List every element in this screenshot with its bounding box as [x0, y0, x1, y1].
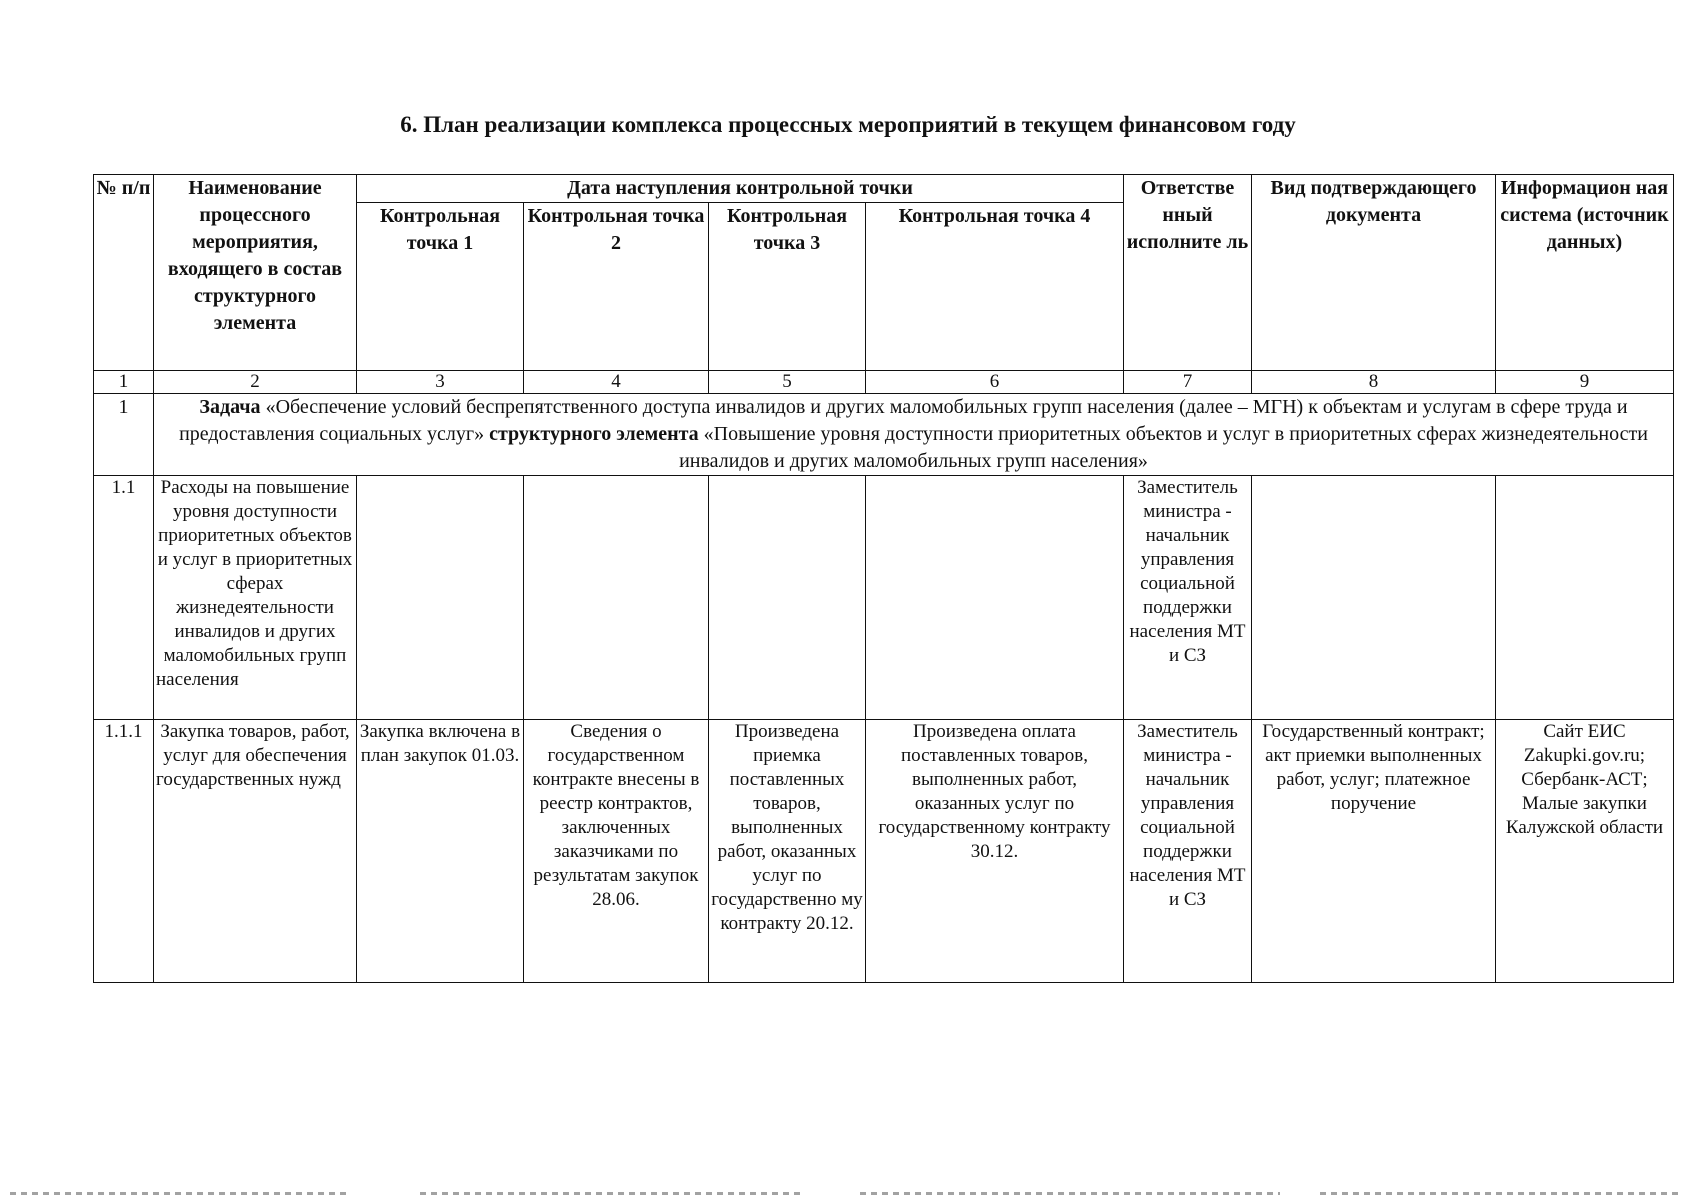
- row-cp1: Закупка включена в план закупок 01.03.: [357, 720, 524, 983]
- task-description: [154, 394, 1674, 476]
- row-num: 1.1: [94, 476, 154, 720]
- scan-artifact: [860, 1192, 1280, 1195]
- column-number: 5: [709, 371, 866, 394]
- row-name: Закупка товаров, работ, услуг для обеспечения государственных нужд: [154, 720, 357, 983]
- table-row: [94, 720, 1674, 983]
- header-date-group: Дата наступления контрольной точки: [357, 175, 1124, 203]
- column-number: 7: [1124, 371, 1252, 394]
- column-number: 9: [1496, 371, 1674, 394]
- row-doc-type: Государственный контракт; акт приемки выполненных работ, услуг; платежное поручение: [1252, 720, 1496, 983]
- scan-artifact: [420, 1192, 800, 1195]
- row-info-system: [1496, 476, 1674, 720]
- column-number: 2: [154, 371, 357, 394]
- header-info-system: Информацион ная система (источник данных): [1496, 175, 1674, 371]
- row-responsible: Заместитель министра - начальник управления социальной поддержки населения МТ и СЗ: [1124, 720, 1252, 983]
- column-number: 6: [866, 371, 1124, 394]
- structural-element-label: структурного элемента: [489, 423, 699, 445]
- row-num: 1.1.1: [94, 720, 154, 983]
- row-cp4: Произведена оплата поставленных товаров, выполненных работ, оказанных услуг по государственному контракту 30.12.: [866, 720, 1124, 983]
- row-name: Расходы на повышение уровня доступности приоритетных объектов и услуг в приоритетных сферах жизнедеятельности инвалидов и других маломобильных групп населения: [154, 476, 357, 720]
- task-text: «Обеспечение условий беспрепятственного доступа инвалидов и других маломобильных групп населения (далее – МГН) к объектам и услугам в сфере труда и предоставления социальных услуг»: [179, 396, 1628, 445]
- column-number: 1: [94, 371, 154, 394]
- structural-element-text: «Повышение уровня доступности приоритетных объектов и услуг в приоритетных сферах жизнедеятельности инвалидов и других маломобильных групп населения»: [679, 423, 1648, 472]
- row-responsible: Заместитель министра - начальник управления социальной поддержки населения МТ и СЗ: [1124, 476, 1252, 720]
- task-row: [94, 394, 1674, 476]
- column-number-row: [94, 371, 1674, 394]
- header-num: № п/п: [94, 175, 154, 371]
- row-info-system: Сайт ЕИС Zakupki.gov.ru; Сбербанк-АСТ; Малые закупки Калужской области: [1496, 720, 1674, 983]
- row-cp2: Сведения о государственном контракте внесены в реестр контрактов, заключенных заказчиками по результатам закупок 28.06.: [524, 720, 709, 983]
- row-cp4: [866, 476, 1124, 720]
- task-num: 1: [94, 394, 154, 476]
- row-cp1: [357, 476, 524, 720]
- row-cp3: [709, 476, 866, 720]
- row-cp2: [524, 476, 709, 720]
- column-number: 8: [1252, 371, 1496, 394]
- plan-table: [93, 174, 1674, 983]
- scan-artifact: [1320, 1192, 1680, 1195]
- row-cp3: Произведена приемка поставленных товаров, выполненных работ, оказанных услуг по государственно му контракту 20.12.: [709, 720, 866, 983]
- header-cp1: Контрольная точка 1: [357, 203, 524, 371]
- scan-artifact: [10, 1192, 350, 1195]
- page-title: 6. План реализации комплекса процессных мероприятий в текущем финансовом году: [400, 112, 1296, 137]
- header-name: Наименование процессного мероприятия, входящего в состав структурного элемента: [154, 175, 357, 371]
- table-row: [94, 476, 1674, 720]
- row-doc-type: [1252, 476, 1496, 720]
- header-responsible: Ответстве нный исполните ль: [1124, 175, 1252, 371]
- header-row-1: [94, 175, 1674, 203]
- header-cp4: Контрольная точка 4: [866, 203, 1124, 371]
- header-cp2: Контрольная точка 2: [524, 203, 709, 371]
- header-cp3: Контрольная точка 3: [709, 203, 866, 371]
- column-number: 4: [524, 371, 709, 394]
- task-label: Задача: [199, 396, 261, 418]
- column-number: 3: [357, 371, 524, 394]
- header-doc-type: Вид подтверждающего документа: [1252, 175, 1496, 371]
